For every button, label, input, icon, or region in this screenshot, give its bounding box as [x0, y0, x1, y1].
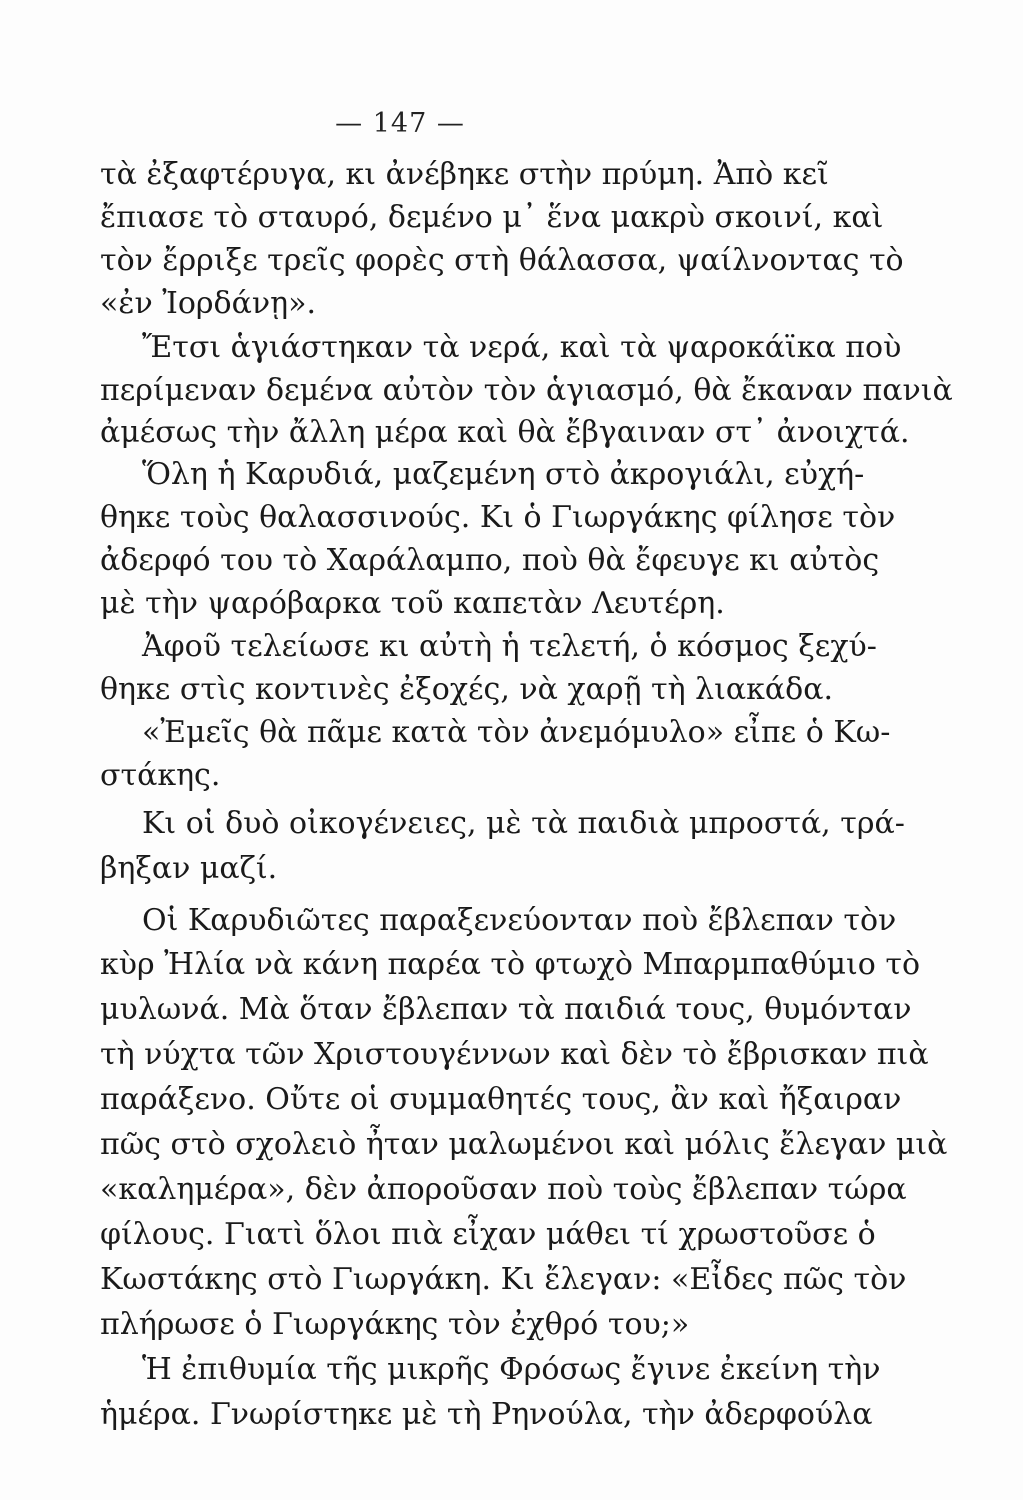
text-line: Ὅλη ἡ Καρυδιά, μαζεμένη στὸ ἀκρογιάλι, εὐχή-	[142, 457, 865, 492]
page-number: — 147 —	[335, 108, 465, 139]
text-line: τὴ νύχτα τῶν Χριστουγέννων καὶ δὲν τὸ ἔβρισκαν πιὰ	[100, 1037, 929, 1072]
text-line: Ἔτσι ἁγιάστηκαν τὰ νερά, καὶ τὰ ψαροκάϊκα ποὺ	[142, 330, 902, 365]
text-line: βηξαν μαζί.	[100, 851, 278, 886]
text-line: ἀδερφό του τὸ Χαράλαμπο, ποὺ θὰ ἔφευγε κι αὐτὸς	[100, 543, 880, 578]
text-line: ἔπιασε τὸ σταυρό, δεμένο μ᾽ ἕνα μακρὺ σκοινί, καὶ	[100, 200, 884, 235]
text-line: Οἱ Καρυδιῶτες παραξενεύονταν ποὺ ἔβλεπαν τὸν	[142, 903, 897, 938]
text-line: τὰ ἐξαφτέρυγα, κι ἀνέβηκε στὴν πρύμη. Ἀπὸ κεῖ	[100, 157, 829, 192]
text-line: περίμεναν δεμένα αὐτὸν τὸν ἁγιασμό, θὰ ἔκαναν πανιὰ	[100, 373, 953, 408]
text-line: παράξενο. Οὔτε οἱ συμμαθητές τους, ἂν καὶ ἤξαιραν	[100, 1082, 902, 1117]
text-line: Ἡ ἐπιθυμία τῆς μικρῆς Φρόσως ἔγινε ἐκείνη τὴν	[142, 1352, 881, 1387]
text-line: στάκης.	[100, 758, 221, 793]
text-line: «Ἐμεῖς θὰ πᾶμε κατὰ τὸν ἀνεμόμυλο» εἶπε ὁ Κω-	[142, 715, 891, 750]
text-line: πῶς στὸ σχολειὸ ἦταν μαλωμένοι καὶ μόλις ἔλεγαν μιὰ	[100, 1127, 948, 1162]
text-line: κὺρ Ἠλία νὰ κάνη παρέα τὸ φτωχὸ Μπαρμπαθύμιο τὸ	[100, 947, 921, 982]
text-line: ἀμέσως τὴν ἄλλη μέρα καὶ θὰ ἔβγαιναν στ᾽ ἀνοιχτά.	[100, 415, 910, 450]
text-line: μὲ τὴν ψαρόβαρκα τοῦ καπετὰν Λευτέρη.	[100, 586, 725, 621]
text-line: «καλημέρα», δὲν ἀποροῦσαν ποὺ τοὺς ἔβλεπαν τώρα	[100, 1172, 907, 1207]
text-line: «ἐν Ἰορδάνῃ».	[100, 286, 316, 321]
text-line: Κωστάκης στὸ Γιωργάκη. Κι ἔλεγαν: «Εἶδες πῶς τὸν	[100, 1262, 907, 1297]
text-line: Ἀφοῦ τελείωσε κι αὐτὴ ἡ τελετή, ὁ κόσμος ξεχύ-	[142, 629, 877, 664]
text-line: φίλους. Γιατὶ ὅλοι πιὰ εἶχαν μάθει τί χρωστοῦσε ὁ	[100, 1217, 876, 1252]
text-line: τὸν ἔρριξε τρεῖς φορὲς στὴ θάλασσα, ψαίλνοντας τὸ	[100, 243, 904, 278]
text-line: θηκε στὶς κοντινὲς ἐξοχές, νὰ χαρῇ τὴ λιακάδα.	[100, 672, 834, 707]
text-line: μυλωνά. Μὰ ὅταν ἔβλεπαν τὰ παιδιά τους, θυμόνταν	[100, 992, 912, 1027]
text-line: πλήρωσε ὁ Γιωργάκης τὸν ἐχθρό του;»	[100, 1307, 690, 1342]
text-line: ἡμέρα. Γνωρίστηκε μὲ τὴ Ρηνούλα, τὴν ἀδερφούλα	[100, 1397, 873, 1432]
text-line: θηκε τοὺς θαλασσινούς. Κι ὁ Γιωργάκης φίλησε τὸν	[100, 500, 896, 535]
text-line: Κι οἱ δυὸ οἰκογένειες, μὲ τὰ παιδιὰ μπροστά, τρά-	[142, 806, 905, 841]
